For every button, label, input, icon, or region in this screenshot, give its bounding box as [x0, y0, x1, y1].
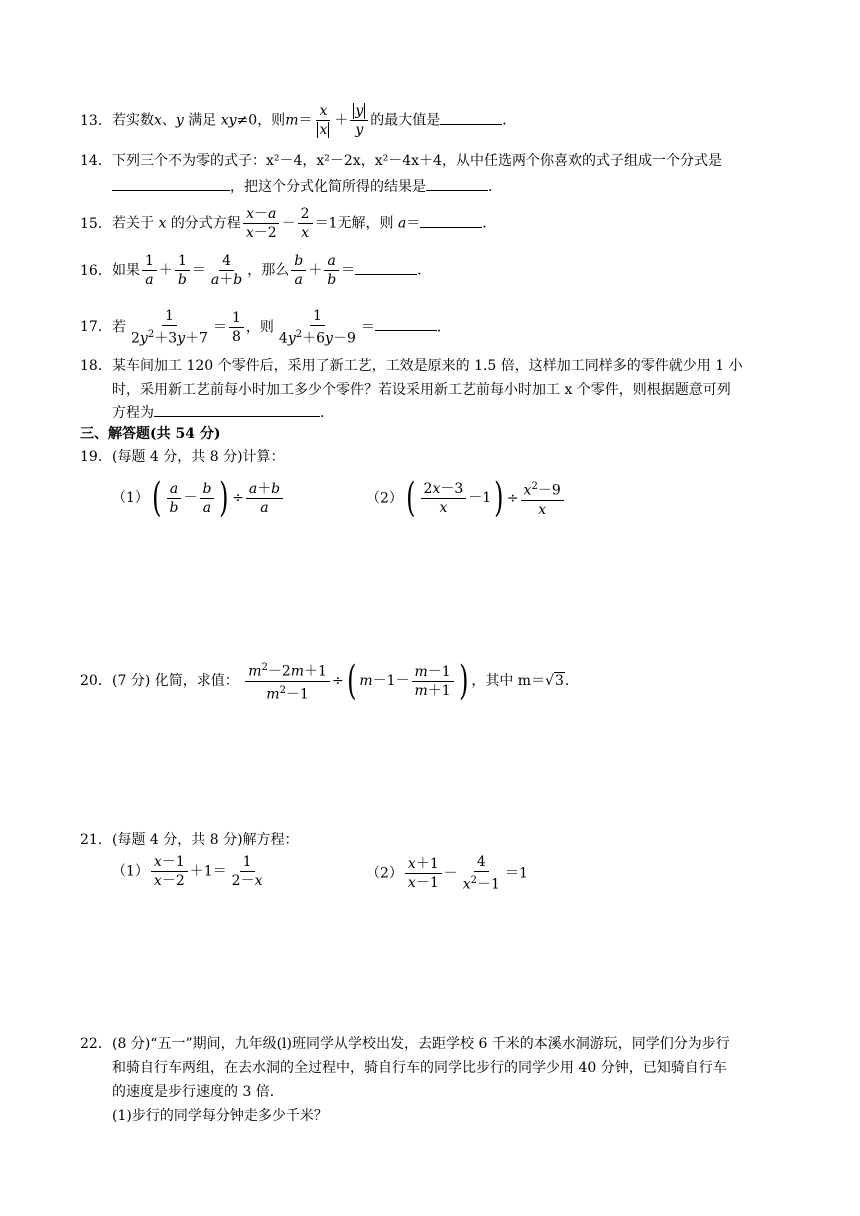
fraction: $\frac{2}{x}$: [298, 205, 313, 242]
answer-blank[interactable]: [112, 176, 230, 191]
fraction: $\frac{x+1}{x-1}$: [405, 855, 442, 892]
question-22-line-2: 和骑自行车两组，在去水洞的全过程中，骑自行车的同学比步行的同学少用 40 分钟，已知骑自行车: [112, 1060, 727, 1076]
question-20: 20．(7 分) 化简，求值： $\frac{m^2-2m+1}{m^2-1}$ ÷ ( m －1－ $\frac{m-1}{m+1}$ ) ，其中 m＝√3．: [80, 658, 579, 705]
fraction: $\frac{a}{b}$: [167, 480, 182, 517]
fraction: $\frac{x-1}{x-2}$: [151, 853, 188, 890]
question-number: 22．: [80, 1036, 112, 1052]
question-14: 14．下列三个不为零的式子：x²－4，x²－2x，x²－4x＋4，从中任选两个你喜欢的式子组成一个分式是: [80, 153, 722, 169]
fraction: $\frac{m-1}{m+1}$: [412, 663, 454, 700]
fraction: $\frac{x-a}{x-2}$: [243, 205, 280, 242]
question-number: 14．: [80, 153, 112, 169]
fraction: $\frac{b}{a}$: [291, 252, 306, 289]
answer-blank[interactable]: [426, 176, 488, 191]
fraction: $\frac{a+b}{a}$: [246, 480, 283, 517]
fraction: $\frac{1}{4y^2+6y-9}$: [278, 308, 356, 347]
fraction: $\frac{a}{b}$: [324, 252, 339, 289]
fraction: $\frac{1}{2-x}$: [231, 854, 263, 889]
question-22-line-3: 的速度是步行速度的 3 倍．: [112, 1084, 284, 1100]
answer-blank[interactable]: [154, 402, 320, 417]
section-heading: 三、解答题(共 54 分): [80, 426, 221, 442]
question-17: 17．若 $\frac{1}{2y^2+3y+7}$ ＝ $\frac{1}{8}$ ，则 $\frac{1}{4y^2+6y-9}$ ＝ ．: [80, 308, 451, 347]
fraction: $\frac{x}{x}$: [314, 102, 332, 139]
fraction: $\frac{1}{b}$: [175, 252, 190, 289]
question-number: 13．: [80, 112, 112, 129]
question-21: 21．(每题 4 分，共 8 分)解方程：: [80, 832, 299, 848]
question-19-part-2: （2） ( $\frac{2x-3}{x}$ －1 ) ÷ $\frac{x^2-9}{x}$: [366, 478, 566, 519]
question-number: 19．: [80, 449, 112, 465]
answer-blank[interactable]: [420, 213, 482, 228]
question-16: 16．如果 $\frac{1}{a}$ ＋ $\frac{1}{b}$ ＝ $\frac{4}{a+b}$ ，那么 $\frac{b}{a}$ ＋ $\frac{a}{b}$ ＝ ．: [80, 253, 432, 288]
fraction: $\frac{4}{x^2-1}$: [462, 854, 500, 893]
question-22-part-1: (1)步行的同学每分钟走多少千米？: [112, 1108, 328, 1124]
fraction: $\frac{1}{a}$: [142, 252, 157, 289]
question-19: 19．(每题 4 分，共 8 分)计算：: [80, 449, 285, 465]
question-number: 18．: [80, 358, 112, 374]
question-13: 13．若实数x、y 满足 xy≠0，则m＝ $\frac{x}{x}$ ＋ $\frac{y}{y}$ 的最大值是 ．: [80, 103, 517, 138]
question-21-part-1: （1） $\frac{x-1}{x-2}$ ＋1＝ $\frac{1}{2-x}$: [112, 853, 268, 890]
question-number: 16．: [80, 262, 112, 279]
square-root: √3: [545, 673, 564, 690]
fraction: $\frac{y}{y}$: [350, 102, 368, 139]
question-22: 22．(8 分)“五一”期间，九年级(l)班同学从学校出发，去距学校 6 千米的本溪水洞游玩，同学们分为步行: [80, 1036, 730, 1052]
answer-blank[interactable]: [440, 110, 502, 125]
question-18-line-3: 方程为 ．: [112, 402, 334, 423]
fraction: $\frac{1}{8}$: [229, 309, 244, 346]
question-number: 15．: [80, 215, 112, 232]
question-number: 17．: [80, 319, 112, 336]
answer-blank[interactable]: [375, 316, 437, 331]
fraction: $\frac{1}{2y^2+3y+7}$: [131, 308, 208, 347]
question-18-line-2: 时，采用新工艺前每小时加工多少个零件？若设采用新工艺前每小时加工 x 个零件，则根据题意可列: [112, 382, 731, 398]
question-19-part-1: （1） ( $\frac{a}{b}$ － $\frac{b}{a}$ ) ÷ $\frac{a+b}{a}$: [112, 478, 285, 518]
question-21-part-2: （2） $\frac{x+1}{x-1}$ － $\frac{4}{x^2-1}$ ＝1: [366, 854, 528, 893]
fraction: $\frac{b}{a}$: [200, 480, 215, 517]
question-number: 21．: [80, 832, 112, 848]
fraction: $\frac{2x-3}{x}$: [421, 480, 467, 517]
question-18: 18．某车间加工 120 个零件后，采用了新工艺，工效是原来的 1.5 倍，这样加工同样多的零件就少用 1 小: [80, 358, 743, 374]
fraction: $\frac{x^2-9}{x}$: [521, 478, 564, 519]
fraction: $\frac{4}{a+b}$: [210, 253, 243, 288]
answer-blank[interactable]: [355, 260, 417, 275]
question-number: 20．: [80, 673, 112, 690]
question-14-line-2: ，把这个分式化简所得的结果是 ．: [112, 176, 502, 197]
fraction: $\frac{m^2-2m+1}{m^2-1}$: [245, 659, 330, 703]
question-15: 15．若关于 x 的分式方程 $\frac{x-a}{x-2}$ － $\frac{2}{x}$ ＝1无解，则 a＝ ．: [80, 206, 497, 241]
